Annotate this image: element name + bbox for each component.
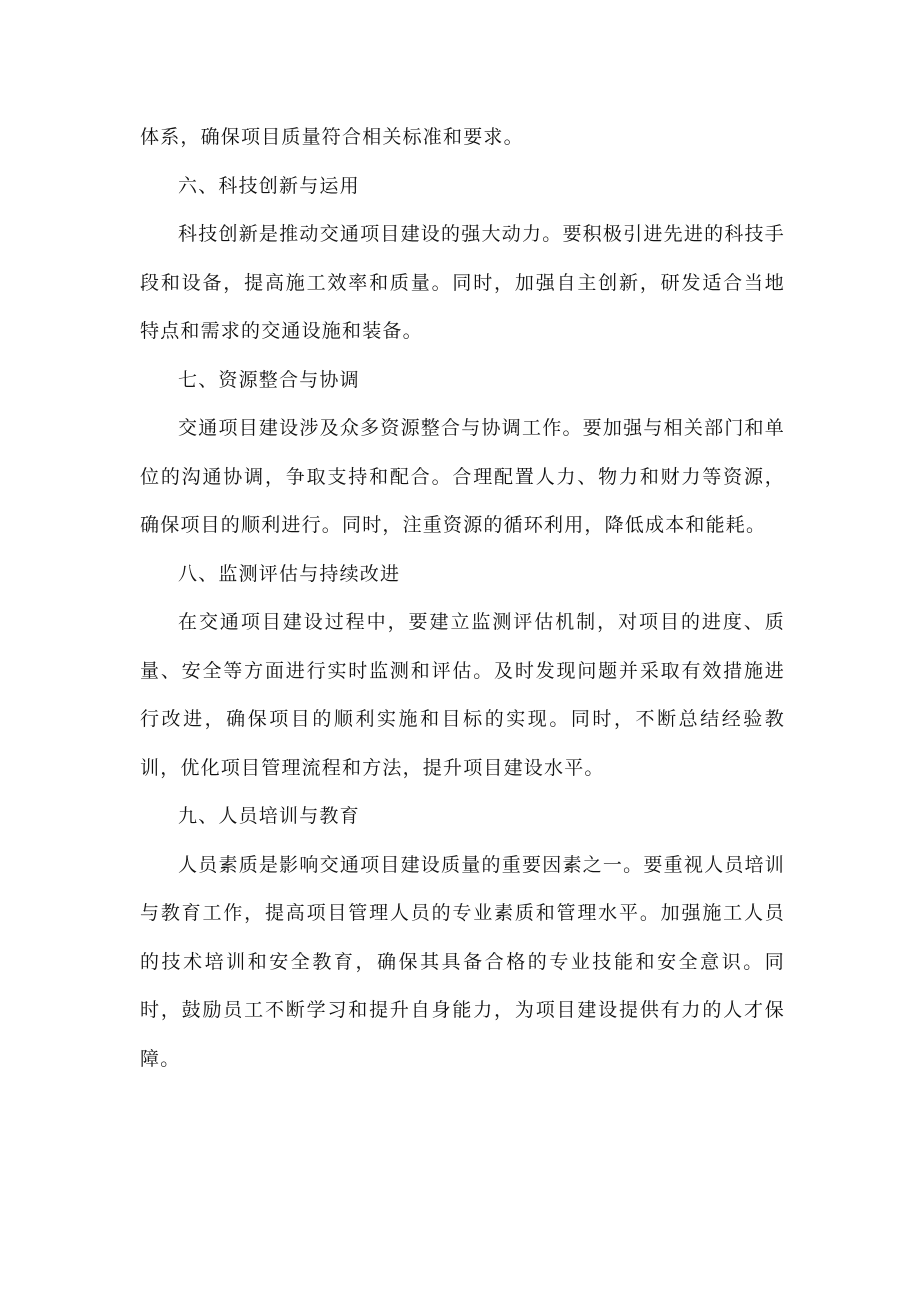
- section-paragraph-8: 在交通项目建设过程中，要建立监测评估机制，对项目的进度、质量、安全等方面进行实时监测和评估。及时发现问题并采取有效措施进行改进，确保项目的顺利实施和目标的实现。同时，不断总结经验教训，优化项目管理流程和方法，提升项目建设水平。: [140, 611, 785, 779]
- section-paragraph-6: 科技创新是推动交通项目建设的强大动力。要积极引进先进的科技手段和设备，提高施工效率和质量。同时，加强自主创新，研发适合当地特点和需求的交通设施和装备。: [140, 223, 785, 342]
- section-heading-9: 九、人员培训与教育: [178, 805, 360, 827]
- continued-paragraph: 体系，确保项目质量符合相关标准和要求。: [140, 126, 524, 148]
- section-heading-8: 八、监测评估与持续改进: [178, 562, 401, 585]
- section-paragraph-7: 交通项目建设涉及众多资源整合与协调工作。要加强与相关部门和单位的沟通协调，争取支持和配合。合理配置人力、物力和财力等资源，确保项目的顺利进行。同时，注重资源的循环利用，降低成本和能耗。: [140, 417, 785, 536]
- document-page: [140, 113, 785, 1083]
- section-heading-6: 六、科技创新与运用: [178, 174, 360, 197]
- section-paragraph-9: 人员素质是影响交通项目建设质量的重要因素之一。要重视人员培训与教育工作，提高项目管理人员的专业素质和管理水平。加强施工人员的技术培训和安全教育，确保其具备合格的专业技能和安全意识。同时，鼓励员工不断学习和提升自身能力，为项目建设提供有力的人才保障。: [140, 853, 785, 1070]
- section-heading-7: 七、资源整合与协调: [178, 368, 360, 391]
